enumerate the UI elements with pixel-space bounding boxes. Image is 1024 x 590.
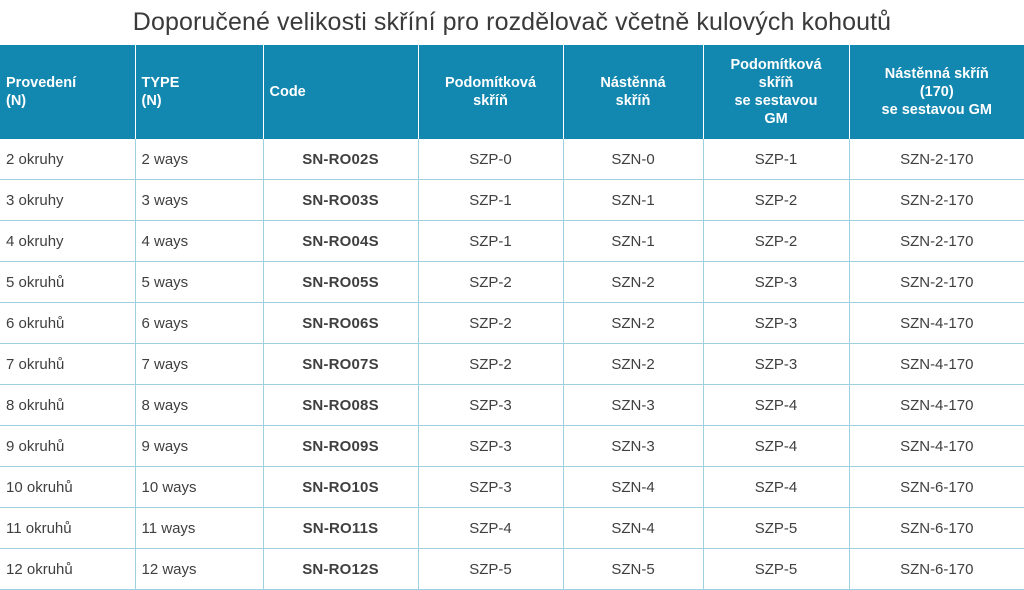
cell-podomitkova-skrin: SZP-3 (418, 426, 563, 467)
cell-nastenna-skrin: SZN-1 (563, 180, 703, 221)
cell-nastenna-skrin-170-gm: SZN-4-170 (849, 303, 1024, 344)
cell-code: SN-RO08S (263, 385, 418, 426)
cell-provedeni: 10 okruhů (0, 467, 135, 508)
cell-podomitkova-skrin: SZP-2 (418, 303, 563, 344)
column-header-line: (170) (919, 83, 954, 100)
cell-nastenna-skrin: SZN-3 (563, 426, 703, 467)
cell-code: SN-RO03S (263, 180, 418, 221)
cell-provedeni: 7 okruhů (0, 344, 135, 385)
cabinet-sizes-table (0, 45, 1024, 590)
table-body (0, 139, 1024, 590)
column-header-line: GM (764, 111, 788, 128)
cell-nastenna-skrin: SZN-2 (563, 262, 703, 303)
cell-nastenna-skrin: SZN-5 (563, 549, 703, 590)
cell-nastenna-skrin-170-gm: SZN-6-170 (849, 508, 1024, 549)
table-row (0, 262, 1024, 303)
cell-provedeni: 11 okruhů (0, 508, 135, 549)
table-row (0, 180, 1024, 221)
cell-podomitkova-skrin: SZP-1 (418, 221, 563, 262)
cell-type: 5 ways (135, 262, 263, 303)
cell-nastenna-skrin: SZN-0 (563, 139, 703, 180)
cell-code: SN-RO04S (263, 221, 418, 262)
cell-nastenna-skrin-170-gm: SZN-6-170 (849, 467, 1024, 508)
cell-podomitkova-skrin-gm: SZP-1 (703, 139, 849, 180)
table-row (0, 385, 1024, 426)
table-row (0, 221, 1024, 262)
cell-type: 12 ways (135, 549, 263, 590)
cell-nastenna-skrin: SZN-3 (563, 385, 703, 426)
cell-podomitkova-skrin-gm: SZP-3 (703, 344, 849, 385)
cell-podomitkova-skrin: SZP-5 (418, 549, 563, 590)
column-header-line: skříň (758, 74, 794, 91)
cell-provedeni: 9 okruhů (0, 426, 135, 467)
cell-nastenna-skrin: SZN-1 (563, 221, 703, 262)
column-header-podomitkova-skrin (418, 45, 563, 139)
cell-type: 9 ways (135, 426, 263, 467)
cell-type: 2 ways (135, 139, 263, 180)
column-header-podomitkova-skrin-gm (703, 45, 849, 139)
cell-nastenna-skrin: SZN-2 (563, 303, 703, 344)
cell-code: SN-RO09S (263, 426, 418, 467)
cell-podomitkova-skrin-gm: SZP-2 (703, 221, 849, 262)
cell-code: SN-RO02S (263, 139, 418, 180)
table-header (0, 45, 1024, 139)
column-header-line: se sestavou GM (881, 102, 992, 119)
page-title: Doporučené velikosti skříní pro rozdělovač včetně kulových kohoutů (132, 8, 892, 36)
cell-podomitkova-skrin: SZP-2 (418, 344, 563, 385)
column-header-line: Nástěnná skříň (884, 65, 989, 82)
column-header-line: TYPE (141, 74, 180, 91)
cell-nastenna-skrin: SZN-4 (563, 467, 703, 508)
cell-podomitkova-skrin: SZP-3 (418, 385, 563, 426)
table-row (0, 344, 1024, 385)
column-header-line: Podomítková (444, 74, 537, 91)
column-header-line: Code (269, 83, 306, 100)
cell-type: 8 ways (135, 385, 263, 426)
cell-nastenna-skrin-170-gm: SZN-2-170 (849, 180, 1024, 221)
cell-nastenna-skrin: SZN-4 (563, 508, 703, 549)
cell-nastenna-skrin-170-gm: SZN-2-170 (849, 221, 1024, 262)
table-row (0, 549, 1024, 590)
cell-nastenna-skrin-170-gm: SZN-4-170 (849, 385, 1024, 426)
column-header-line: skříň (615, 93, 651, 109)
table-row (0, 139, 1024, 180)
cell-type: 6 ways (135, 303, 263, 344)
cell-nastenna-skrin-170-gm: SZN-4-170 (849, 426, 1024, 467)
column-header-line: Podomítková (730, 56, 822, 73)
cell-podomitkova-skrin: SZP-0 (418, 139, 563, 180)
cell-podomitkova-skrin-gm: SZP-4 (703, 385, 849, 426)
cell-code: SN-RO10S (263, 467, 418, 508)
column-header-line: se sestavou (734, 93, 818, 109)
cell-podomitkova-skrin: SZP-1 (418, 180, 563, 221)
cell-podomitkova-skrin-gm: SZP-3 (703, 303, 849, 344)
cell-provedeni: 3 okruhy (0, 180, 135, 221)
cell-podomitkova-skrin-gm: SZP-5 (703, 508, 849, 549)
cell-nastenna-skrin-170-gm: SZN-2-170 (849, 139, 1024, 180)
cell-type: 4 ways (135, 221, 263, 262)
cell-provedeni: 8 okruhů (0, 385, 135, 426)
column-header-line: Nástěnná (600, 74, 666, 91)
column-header-type (135, 45, 263, 139)
cell-podomitkova-skrin: SZP-3 (418, 467, 563, 508)
column-header-nastenna-skrin (563, 45, 703, 139)
column-header-line: skříň (473, 93, 508, 109)
column-header-line: Provedení (6, 74, 77, 91)
column-header-provedeni (0, 45, 135, 139)
column-header-line: (N) (6, 93, 27, 109)
column-header-nastenna-skrin-170-gm (849, 45, 1024, 139)
cell-code: SN-RO05S (263, 262, 418, 303)
cell-podomitkova-skrin-gm: SZP-2 (703, 180, 849, 221)
cell-code: SN-RO06S (263, 303, 418, 344)
cell-type: 10 ways (135, 467, 263, 508)
cell-nastenna-skrin-170-gm: SZN-6-170 (849, 549, 1024, 590)
table-header-row (0, 45, 1024, 139)
column-header-code (263, 45, 418, 139)
cell-type: 7 ways (135, 344, 263, 385)
cell-provedeni: 6 okruhů (0, 303, 135, 344)
cell-provedeni: 2 okruhy (0, 139, 135, 180)
column-header-line: (N) (141, 93, 162, 109)
table-row (0, 508, 1024, 549)
cell-type: 3 ways (135, 180, 263, 221)
cell-nastenna-skrin: SZN-2 (563, 344, 703, 385)
cell-provedeni: 4 okruhy (0, 221, 135, 262)
cell-nastenna-skrin-170-gm: SZN-2-170 (849, 262, 1024, 303)
cell-nastenna-skrin-170-gm: SZN-4-170 (849, 344, 1024, 385)
cell-provedeni: 12 okruhů (0, 549, 135, 590)
table-row (0, 303, 1024, 344)
cell-podomitkova-skrin-gm: SZP-4 (703, 426, 849, 467)
cell-provedeni: 5 okruhů (0, 262, 135, 303)
cell-podomitkova-skrin: SZP-4 (418, 508, 563, 549)
cell-type: 11 ways (135, 508, 263, 549)
cell-code: SN-RO11S (263, 508, 418, 549)
cell-code: SN-RO07S (263, 344, 418, 385)
table-row (0, 467, 1024, 508)
cell-code: SN-RO12S (263, 549, 418, 590)
cell-podomitkova-skrin-gm: SZP-3 (703, 262, 849, 303)
cell-podomitkova-skrin: SZP-2 (418, 262, 563, 303)
table-row (0, 426, 1024, 467)
cell-podomitkova-skrin-gm: SZP-4 (703, 467, 849, 508)
cell-podomitkova-skrin-gm: SZP-5 (703, 549, 849, 590)
